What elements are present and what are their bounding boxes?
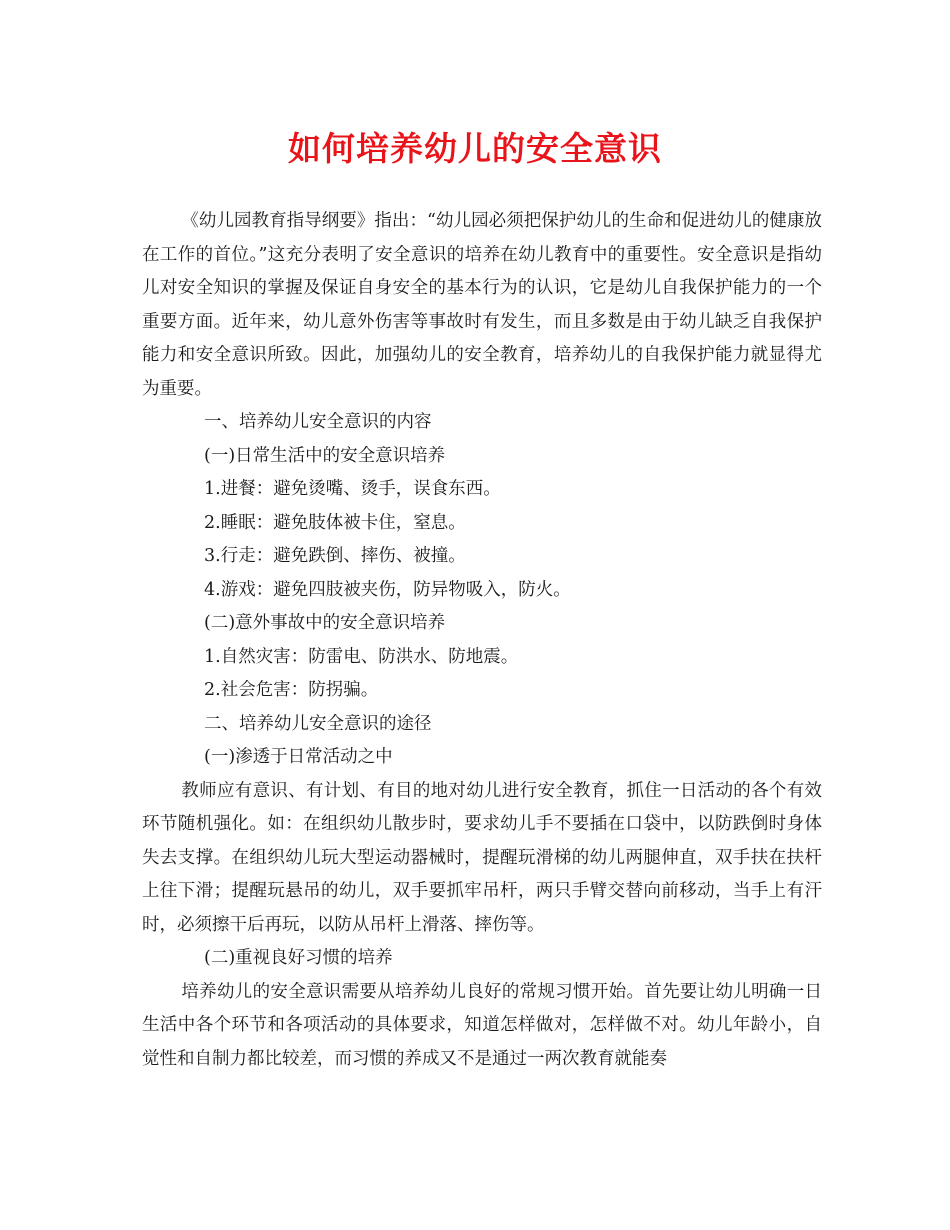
- list-item-social-hazards: 2.社会危害：防拐骗。: [204, 680, 379, 700]
- subsection-heading-daily-activities: (一)渗透于日常活动之中: [204, 747, 393, 767]
- section-heading-approaches: 二、培养幼儿安全意识的途径: [204, 713, 432, 734]
- section-heading-content: 一、培养幼儿安全意识的内容: [204, 412, 432, 432]
- list-item-sleeping: 2.睡眠：避免肢体被卡住，窒息。: [204, 512, 466, 533]
- paragraph-good-habits: 培养幼儿的安全意识需要从培养幼儿良好的常规习惯开始。首先要让幼儿明确一日生活中各个环节和各项活动的具体要求，知道怎样做对，怎样做不对。幼儿年龄小，自觉性和自制力都比较差，而习惯的养成又不是通过一两次教育就能奏: [142, 981, 822, 1069]
- list-item-natural-disasters: 1.自然灾害：防雷电、防洪水、防地震。: [204, 646, 519, 667]
- document-title: 如何培养幼儿的安全意识: [288, 129, 662, 168]
- list-item-eating: 1.进餐：避免烫嘴、烫手，误食东西。: [204, 479, 501, 499]
- document-body: [142, 205, 822, 1076]
- paragraph-daily-activities: 教师应有意识、有计划、有目的地对幼儿进行安全教育，抓住一日活动的各个有效环节随机强化。如：在组织幼儿散步时，要求幼儿手不要插在口袋中，以防跌倒时身体失去支撑。在组织幼儿玩大型运动器械时，提醒玩滑梯的幼儿两腿伸直，双手扶在扶杆上往下滑；提醒玩悬吊的幼儿，双手要抓牢吊杆，两只手臂交替向前移动，当手上有汗时，必须擦干后再玩，以防从吊杆上滑落、摔伤等。: [142, 780, 822, 935]
- subsection-heading-daily-life: (一)日常生活中的安全意识培养: [204, 445, 446, 466]
- list-item-walking: 3.行走：避免跌倒、摔伤、被撞。: [204, 546, 466, 566]
- subsection-heading-accidents: (二)意外事故中的安全意识培养: [204, 613, 446, 633]
- list-item-playing: 4.游戏：避免四肢被夹伤，防异物吸入，防火。: [204, 579, 571, 600]
- paragraph-intro: 《幼儿园教育指导纲要》指出：“幼儿园必须把保护幼儿的生命和促进幼儿的健康放在工作的首位。”这充分表明了安全意识的培养在幼儿教育中的重要性。安全意识是指幼儿对安全知识的掌握及保证自身安全的基本行为的认识，它是幼儿自我保护能力的一个重要方面。近年来，幼儿意外伤害等事故时有发生，而且多数是由于幼儿缺乏自我保护能力和安全意识所致。因此，加强幼儿的安全教育，培养幼儿的自我保护能力就显得尤为重要。: [142, 211, 822, 399]
- subsection-heading-good-habits: (二)重视良好习惯的培养: [204, 948, 393, 968]
